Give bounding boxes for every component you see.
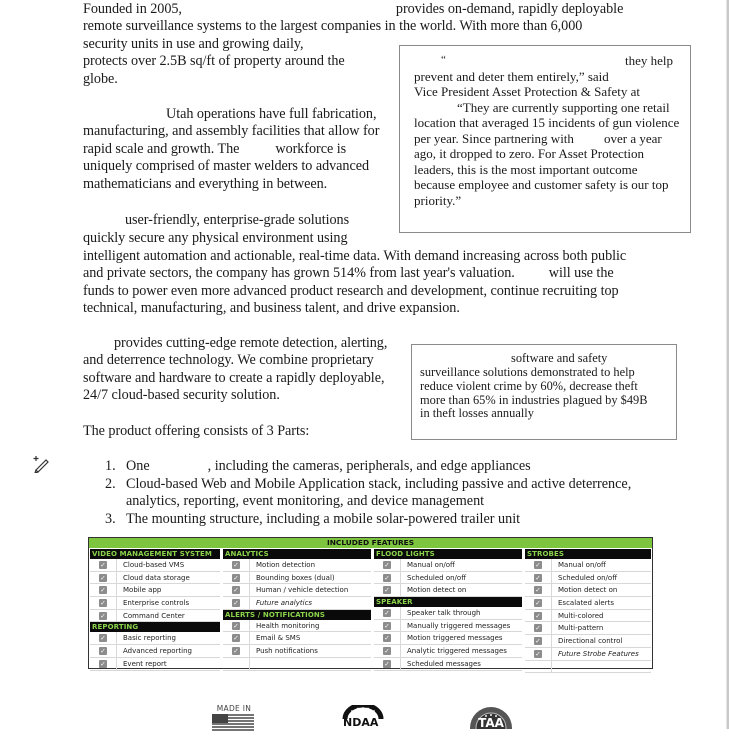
list-text: analytics, reporting, event monitoring, and device management <box>126 493 485 509</box>
feature-label: Motion detect on <box>407 586 467 595</box>
check-icon: ✓ <box>384 659 390 668</box>
feature-row <box>223 584 371 597</box>
feature-row <box>90 572 220 585</box>
feature-row-empty <box>223 658 371 671</box>
section-header: STROBES <box>525 549 651 559</box>
feature-label: Mobile app <box>123 586 162 595</box>
feature-label: Manual on/off <box>558 561 606 569</box>
check-icon: ✓ <box>535 599 541 608</box>
check-icon: ✓ <box>100 659 106 668</box>
section-header: ALERTS / NOTIFICATIONS <box>223 610 371 620</box>
feature-row <box>374 658 522 671</box>
p3-line-5: funds to power even more advanced product research and development, continue recruiting top <box>83 283 619 299</box>
p2-line-3 <box>83 141 346 159</box>
feature-row <box>90 632 220 645</box>
check-icon: ✓ <box>100 647 106 656</box>
p2-line-4: uniquely comprised of master welders to advanced <box>83 158 369 174</box>
feature-row <box>374 632 522 645</box>
p3-line-6: technical, manufacturing, and business talent, and drive expansion. <box>83 300 460 316</box>
feature-label: Command Center <box>123 611 185 620</box>
check-icon: ✓ <box>233 634 239 643</box>
features-title: INCLUDED FEATURES <box>89 538 652 548</box>
section-header: REPORTING <box>90 622 220 632</box>
p2-line-1 <box>83 106 376 124</box>
check-icon: ✓ <box>100 611 106 620</box>
feature-row <box>223 620 371 633</box>
quote-line: because employee and customer safety is our top <box>414 177 669 192</box>
p5-line: The product offering consists of 3 Parts: <box>83 423 310 439</box>
text-run: Founded in 2005, <box>83 1 182 17</box>
feature-row <box>223 632 371 645</box>
feature-label: Future analytics <box>256 599 313 608</box>
feature-row <box>374 607 522 620</box>
list-number: 3. <box>105 511 116 527</box>
ndaa-label: NDAA <box>343 716 379 729</box>
feature-label: Speaker talk through <box>407 609 481 618</box>
check-icon: ✓ <box>100 586 106 595</box>
check-icon: ✓ <box>100 634 106 643</box>
taa-label: TAA <box>478 716 504 729</box>
text-run: Utah operations have full fabrication, <box>166 106 377 122</box>
feature-row <box>525 584 651 597</box>
pen-sparkle-icon[interactable] <box>32 455 52 473</box>
feature-label: Human / vehicle detection <box>256 586 349 595</box>
feature-label: Multi-pattern <box>558 624 604 633</box>
list-number: 2. <box>105 476 116 492</box>
feature-label: Scheduled on/off <box>407 573 467 582</box>
feature-label: Event report <box>123 659 167 668</box>
text-run: provides cutting-edge remote detection, alerting, <box>114 335 388 351</box>
feature-label: Push notifications <box>256 647 318 656</box>
feature-label: Motion detect on <box>558 586 618 595</box>
quote-line: prevent and deter them entirely,” said <box>414 69 609 84</box>
check-icon: ✓ <box>100 573 106 582</box>
feature-label: Multi-colored <box>558 611 604 620</box>
quote-line: per year. Since partnering with <box>414 131 574 146</box>
feature-label: Cloud data storage <box>123 573 190 582</box>
check-icon: ✓ <box>384 647 390 656</box>
list-text: Cloud-based Web and Mobile Application stack, including passive and active deterrence, <box>126 476 632 492</box>
check-icon: ✓ <box>100 599 106 608</box>
feature-row <box>90 610 220 623</box>
list-number: 1. <box>105 458 116 474</box>
stat-line: reduce violent crime by 60%, decrease theft <box>420 379 638 393</box>
feature-row <box>90 559 220 572</box>
quote-box <box>399 45 691 233</box>
quote-line: ago, it dropped to zero. For Asset Protection <box>414 146 644 161</box>
quote-line: priority.” <box>414 193 462 208</box>
feature-label: Cloud-based VMS <box>123 561 185 569</box>
check-icon: ✓ <box>535 611 541 620</box>
features-column-4 <box>525 549 651 673</box>
feature-row <box>374 559 522 572</box>
included-features-table <box>88 537 653 669</box>
stat-line: in theft losses annually <box>420 406 534 420</box>
list-item-2-cont <box>105 493 484 511</box>
feature-label: Future Strobe Features <box>558 649 639 658</box>
section-header: VIDEO MANAGEMENT SYSTEM <box>90 549 220 559</box>
feature-label: Manual on/off <box>407 561 455 569</box>
check-icon: ✓ <box>535 624 541 633</box>
p3-line-2: quickly secure any physical environment using <box>83 230 348 246</box>
check-icon: ✓ <box>233 647 239 656</box>
check-icon: ✓ <box>233 599 239 608</box>
check-icon: ✓ <box>233 621 239 630</box>
p4-line-1 <box>83 335 387 353</box>
text-run: rapid scale and growth. The <box>83 141 240 157</box>
p4-line-3: software and hardware to create a rapidly deployable, <box>83 370 385 386</box>
check-icon: ✓ <box>384 621 390 630</box>
text-run: user-friendly, enterprise-grade solutions <box>125 212 350 228</box>
section-header: ANALYTICS <box>223 549 371 559</box>
feature-label: Health monitoring <box>256 621 320 630</box>
feature-row <box>374 645 522 658</box>
feature-label: Enterprise controls <box>123 599 190 608</box>
feature-row <box>223 597 371 610</box>
feature-row <box>525 635 651 648</box>
feature-label: Basic reporting <box>123 634 176 643</box>
feature-row <box>90 584 220 597</box>
section-header: SPEAKER <box>374 597 522 607</box>
feature-label: Analytic triggered messages <box>407 647 507 656</box>
p1-line-3: security units in use and growing daily, <box>83 36 304 52</box>
feature-row <box>223 572 371 585</box>
feature-row <box>374 572 522 585</box>
feature-label: Email & SMS <box>256 634 301 643</box>
p2-line-2: manufacturing, and assembly facilities that allow for <box>83 123 380 139</box>
features-column-2 <box>223 549 371 671</box>
list-item-1 <box>105 458 531 476</box>
check-icon: ✓ <box>535 573 541 582</box>
taa-logo <box>469 706 513 729</box>
feature-row <box>223 645 371 658</box>
feature-row <box>90 645 220 658</box>
features-column-3 <box>374 549 522 671</box>
quote-line: Vice President Asset Protection & Safety at <box>414 84 640 99</box>
check-icon: ✓ <box>535 561 541 569</box>
quote-line: over a year <box>604 131 662 146</box>
p1-line-1 <box>83 1 623 19</box>
check-icon: ✓ <box>384 634 390 643</box>
feature-row <box>90 658 220 671</box>
list-text: The mounting structure, including a mobile solar-powered trailer unit <box>126 511 521 527</box>
check-icon: ✓ <box>384 573 390 582</box>
list-text: One <box>126 458 150 474</box>
text-run: and private sectors, the company has grown 514% from last year's valuation. <box>83 265 515 281</box>
check-icon: ✓ <box>233 561 239 569</box>
p4-line-4: 24/7 cloud-based security solution. <box>83 387 280 403</box>
list-item-2 <box>105 476 631 494</box>
us-flag-icon <box>212 713 254 731</box>
feature-label: Scheduled messages <box>407 659 481 668</box>
section-header: FLOOD LIGHTS <box>374 549 522 559</box>
feature-row <box>525 610 651 623</box>
text-run: will use the <box>548 265 614 281</box>
feature-row <box>90 597 220 610</box>
quote-line: “They are currently supporting one retail <box>457 100 670 115</box>
made-in-label: MADE IN <box>216 704 252 713</box>
p2-line-5: mathematicians and everything in between. <box>83 176 328 192</box>
made-in-usa-logo <box>212 704 256 736</box>
feature-label: Manually triggered messages <box>407 621 511 630</box>
p1-line-5: globe. <box>83 71 118 87</box>
p1-line-4: protects over 2.5B sq/ft of property around the <box>83 53 345 69</box>
check-icon: ✓ <box>535 586 541 595</box>
check-icon: ✓ <box>384 561 390 569</box>
feature-row <box>525 648 651 661</box>
feature-label: Advanced reporting <box>123 647 193 656</box>
check-icon: ✓ <box>535 649 541 658</box>
p3-line-4 <box>83 265 614 283</box>
feature-row <box>525 559 651 572</box>
feature-row <box>525 622 651 635</box>
check-icon: ✓ <box>384 586 390 595</box>
feature-row-empty <box>525 661 651 674</box>
p3-line-1 <box>83 212 349 230</box>
quote-open: “ <box>441 54 446 66</box>
stat-line: more than 65% in industries plagued by $49B <box>420 393 648 407</box>
check-icon: ✓ <box>100 561 106 569</box>
text-run: workforce is <box>275 141 347 157</box>
feature-label: Escalated alerts <box>558 599 614 608</box>
feature-row <box>223 559 371 572</box>
features-column-1 <box>90 549 220 671</box>
check-icon: ✓ <box>384 609 390 618</box>
feature-row <box>374 584 522 597</box>
check-icon: ✓ <box>233 573 239 582</box>
feature-label: Directional control <box>558 637 623 646</box>
p4-line-2: and deterrence technology. We combine proprietary <box>83 352 374 368</box>
quote-line: leaders, this is the most important outcome <box>414 162 638 177</box>
stat-box <box>411 344 677 440</box>
quote-line: they help <box>625 53 674 68</box>
feature-label: Scheduled on/off <box>558 573 618 582</box>
feature-label: Motion detection <box>256 561 316 569</box>
list-item-3 <box>105 511 520 529</box>
feature-row <box>374 620 522 633</box>
p3-line-3: intelligent automation and actionable, real-time data. With demand increasing across both public <box>83 248 627 264</box>
stat-line: software and safety <box>511 351 608 365</box>
feature-row <box>525 597 651 610</box>
quote-line: location that averaged 15 incidents of gun violence <box>414 115 680 130</box>
check-icon: ✓ <box>535 637 541 646</box>
list-text: , including the cameras, peripherals, and edge appliances <box>207 458 531 474</box>
check-icon: ✓ <box>233 586 239 595</box>
p1-line-2: remote surveillance systems to the largest companies in the world. With more than 6,000 <box>83 18 583 34</box>
feature-label: Bounding boxes (dual) <box>256 573 335 582</box>
text-run: provides on-demand, rapidly deployable <box>395 1 624 17</box>
stat-line: surveillance solutions demonstrated to help <box>420 365 635 379</box>
feature-label: Motion triggered messages <box>407 634 503 643</box>
ndaa-logo <box>340 705 386 729</box>
feature-row <box>525 572 651 585</box>
